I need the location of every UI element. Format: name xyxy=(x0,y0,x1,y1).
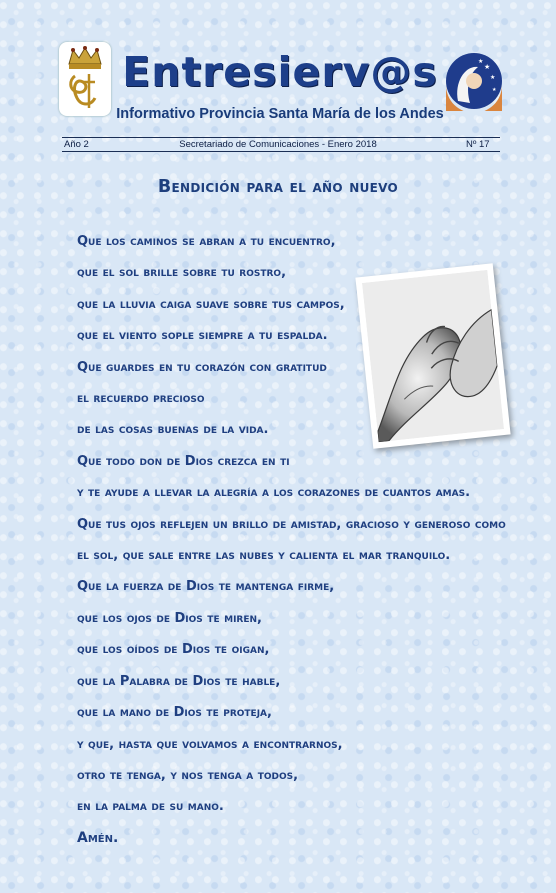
prayer-amen: Amén. xyxy=(77,829,119,846)
prayer-line: Que guardes en tu corazón con gratitud xyxy=(77,359,327,375)
prayer-line: y te ayude a llevar la alegría a los corazones de cuantos amas. xyxy=(77,485,471,501)
prayer-line: Que los caminos se abran a tu encuentro, xyxy=(77,234,336,249)
svg-text:★: ★ xyxy=(478,59,484,65)
madonna-stars-logo xyxy=(444,51,504,111)
prayer-line: que la mano de Dios te proteja, xyxy=(77,705,272,721)
svg-text:★: ★ xyxy=(492,87,497,93)
masthead-title: Entresierv@s xyxy=(122,48,438,96)
prayer-line: que la Palabra de Dios te hable, xyxy=(77,673,281,689)
prayer-line: que el viento sople siempre a tu espalda. xyxy=(77,328,328,344)
prayer-line: Que la fuerza de Dios te mantenga firme, xyxy=(77,579,335,595)
prayer-line: que los ojos de Dios te miren, xyxy=(77,610,262,626)
prayer-line: que los oídos de Dios te oigan, xyxy=(77,642,270,658)
prayer-line: el recuerdo precioso xyxy=(77,391,205,407)
joined-hands-image xyxy=(355,263,510,448)
prayer-line: Que todo don de Dios crezca en ti xyxy=(77,453,290,469)
prayer-title: Bendición para el año nuevo xyxy=(157,177,399,197)
svg-text:★: ★ xyxy=(484,64,491,71)
prayer-line: que la lluvia caiga suave sobre tus campos, xyxy=(77,296,345,312)
prayer-line: de las cosas buenas de la vida. xyxy=(77,422,269,438)
masthead-subtitle: Informativo Provincia Santa María de los Andes xyxy=(116,106,444,122)
issue-number: Nº 17 xyxy=(466,139,490,150)
prayer-line: que el sol brille sobre tu rostro, xyxy=(77,265,287,281)
svg-text:★: ★ xyxy=(490,75,496,81)
issue-info: Secretariado de Comunicaciones - Enero 2018 xyxy=(179,139,377,150)
year-label: Año 2 xyxy=(64,139,89,150)
prayer-line: Que tus ojos reflejen un brillo de amistad, gracioso y generoso como xyxy=(77,516,506,532)
prayer-line: en la palma de su mano. xyxy=(77,799,224,815)
prayer-line: y que, hasta que volvamos a encontrarnos, xyxy=(77,736,343,752)
crown-monogram-logo xyxy=(59,42,111,116)
prayer-line: otro te tenga, y nos tenga a todos, xyxy=(77,767,299,783)
prayer-line: el sol, que sale entre las nubes y calienta el mar tranquilo. xyxy=(77,548,451,564)
header-rule-bottom xyxy=(62,151,500,152)
